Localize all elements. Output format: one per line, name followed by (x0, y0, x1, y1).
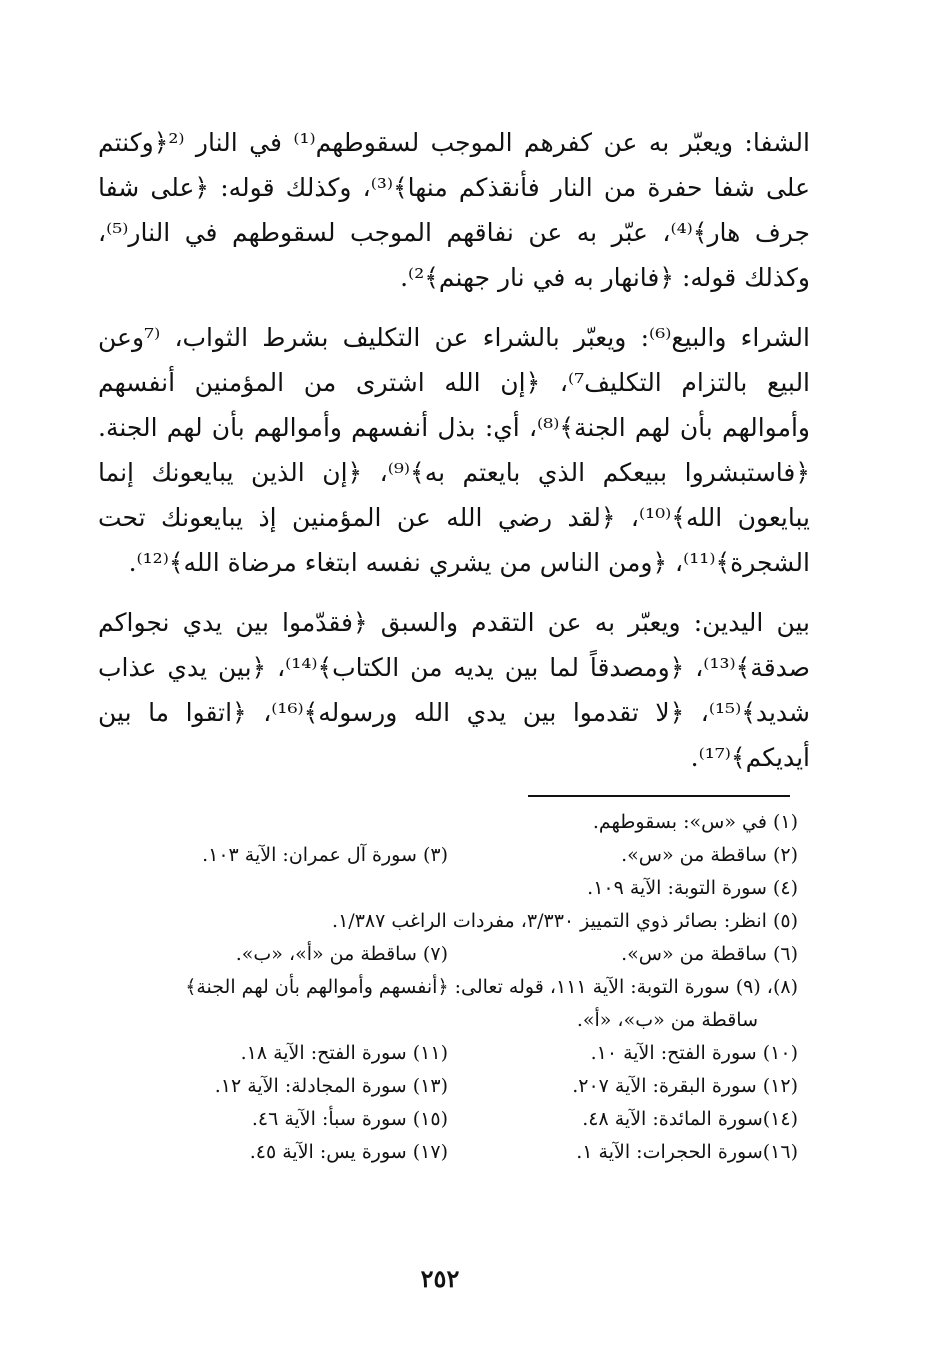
footnote-5: (٥) انظر: بصائر ذوي التمييز ٣/٣٣٠، مفردات الراغب ١/٣٨٧. (332, 910, 798, 932)
footnote-row (98, 1070, 798, 1103)
footnote-3: (٣) سورة آل عمران: الآية ١٠٣. (202, 844, 448, 866)
footnote-8-9: (٨)، (٩) سورة التوبة: الآية ١١١، قوله تعالى: ﴿أنفسهم وأموالهم بأن لهم الجنة﴾ (185, 976, 798, 998)
paragraph-shafa: الشفا: ويعبّر به عن كفرهم الموجب لسقوطهم⁽¹⁾ في النار ⁽²﴿وكنتم على شفا حفرة من النار فأنقذكم منها﴾⁽³⁾، وكذلك قوله: ﴿على شفا جرف هار﴾⁽⁴⁾، عبّر به عن نفاقهم الموجب لسقوطهم في النار⁽⁵⁾، وكذلك قوله: ﴿فانهار به في نار جهنم﴾²⁾. (98, 128, 810, 292)
footnote-16: (١٦)سورة الحجرات: الآية ١. (576, 1141, 798, 1163)
footnote-13: (١٣) سورة المجادلة: الآية ١٢. (214, 1075, 448, 1097)
paragraph-shira-bay: الشراء والبيع⁽⁶⁾: ويعبّر بالشراء عن التكليف بشرط الثواب، ⁽⁷وعن البيع بالتزام التكليف⁷⁾، ﴿إن الله اشترى من المؤمنين أنفسهم وأموالهم بأن لهم الجنة﴾⁽⁸⁾، أي: بذل أنفسهم وأموالهم بأن لهم الجنة. ﴿فاستبشروا ببيعكم الذي بايعتم به﴾⁽⁹⁾، ﴿إن الذين يبايعونك إنما يبايعون الله﴾⁽¹⁰⁾، ﴿لقد رضي الله عن المؤمنين إذ يبايعونك تحت الشجرة﴾⁽¹¹⁾، ﴿ومن الناس من يشري نفسه ابتغاء مرضاة الله﴾⁽¹²⁾. (98, 323, 811, 577)
footnote-row (98, 1103, 798, 1136)
footnote-4: (٤) سورة التوبة: الآية ١٠٩. (587, 877, 798, 899)
footnote-12: (١٢) سورة البقرة: الآية ٢٠٧. (572, 1075, 798, 1097)
footnotes (98, 806, 798, 1169)
footnote-1: (١) في «س»: بسقوطهم. (592, 811, 798, 833)
footnote-row (98, 938, 798, 971)
footnote-7: (٧) ساقطة من «أ»، «ب». (235, 943, 448, 965)
footnote-6: (٦) ساقطة من «س». (621, 943, 798, 965)
page-number: ٢٥٢ (420, 1264, 460, 1293)
footnote-10: (١٠) سورة الفتح: الآية ١٠. (590, 1042, 798, 1064)
footnote-row (98, 1136, 798, 1169)
main-text (98, 120, 810, 795)
footnote-2: (٢) ساقطة من «س». (621, 844, 798, 866)
footnote-row (98, 1037, 798, 1070)
footnote-separator (528, 795, 790, 797)
footnote-11: (١١) سورة الفتح: الآية ١٨. (240, 1042, 448, 1064)
footnote-14: (١٤)سورة المائدة: الآية ٤٨. (582, 1108, 798, 1130)
footnote-row (98, 839, 798, 872)
footnote-8-9-continuation: ساقطة من «ب»، «أ». (576, 1009, 758, 1031)
footnote-15: (١٥) سورة سبأ: الآية ٤٦. (251, 1108, 448, 1130)
paragraph-bayn-yadayn: بين اليدين: ويعبّر به عن التقدم والسبق ﴿فقدّموا بين يدي نجواكم صدقة﴾⁽¹³⁾، ﴿ومصدقاً لما بين يديه من الكتاب﴾⁽¹⁴⁾، ﴿بين يدي عذاب شديد﴾⁽¹⁵⁾، ﴿لا تقدموا بين يدي الله ورسوله﴾⁽¹⁶⁾، ﴿اتقوا ما بين أيديكم﴾⁽¹⁷⁾. (98, 608, 811, 772)
footnote-17: (١٧) سورة يس: الآية ٤٥. (249, 1141, 448, 1163)
